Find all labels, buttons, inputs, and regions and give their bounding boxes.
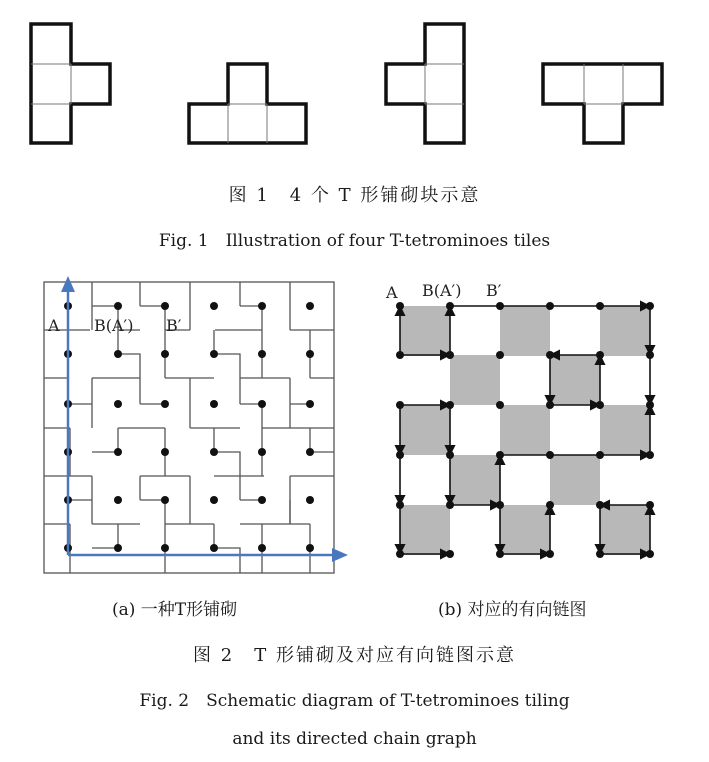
label-a: A bbox=[386, 283, 398, 302]
chain-node bbox=[446, 451, 454, 459]
chain-dot bbox=[161, 302, 169, 310]
y-axis-arrow-icon bbox=[61, 276, 75, 292]
chain-dot bbox=[161, 400, 169, 408]
fig2-caption-en-1: Fig. 2 Schematic diagram of T-tetrominoes tiling bbox=[139, 691, 570, 711]
chain-dot bbox=[258, 448, 266, 456]
chain-node bbox=[496, 501, 504, 509]
chain-dot bbox=[306, 350, 314, 358]
chain-dot bbox=[258, 302, 266, 310]
chain-node bbox=[546, 302, 554, 310]
chain-node bbox=[546, 351, 554, 359]
shaded-square bbox=[450, 455, 500, 505]
shaded-square bbox=[600, 306, 650, 356]
fig2b-chain-graph bbox=[380, 268, 680, 588]
chain-dot bbox=[306, 496, 314, 504]
label-b: B(A′) bbox=[94, 316, 134, 335]
chain-dot bbox=[210, 400, 218, 408]
chain-dot bbox=[161, 448, 169, 456]
chain-dot bbox=[210, 544, 218, 552]
shaded-square bbox=[600, 405, 650, 455]
chain-dot bbox=[306, 302, 314, 310]
chain-node bbox=[596, 351, 604, 359]
chain-dot bbox=[114, 400, 122, 408]
chain-dot bbox=[114, 544, 122, 552]
chain-node bbox=[496, 451, 504, 459]
chain-node bbox=[446, 501, 454, 509]
shaded-square bbox=[550, 355, 600, 405]
fig2a-caption: (a) 一种T形铺砌 bbox=[112, 600, 238, 620]
chain-node bbox=[596, 501, 604, 509]
chain-node bbox=[396, 351, 404, 359]
fig2b-caption: (b) 对应的有向链图 bbox=[438, 600, 587, 620]
chain-node bbox=[396, 550, 404, 558]
label-b: B(A′) bbox=[422, 281, 462, 300]
shaded-square bbox=[450, 355, 500, 405]
chain-node bbox=[596, 550, 604, 558]
chain-node bbox=[396, 501, 404, 509]
fig2-caption-cn: 图 2 T 形铺砌及对应有向链图示意 bbox=[193, 645, 516, 666]
chain-node bbox=[646, 351, 654, 359]
chain-dot bbox=[161, 496, 169, 504]
fig1-caption-en: Fig. 1 Illustration of four T-tetrominoes tiles bbox=[158, 231, 551, 251]
chain-node bbox=[646, 451, 654, 459]
chain-dot bbox=[306, 544, 314, 552]
shaded-squares bbox=[400, 306, 650, 555]
chain-node bbox=[646, 501, 654, 509]
chain-dot bbox=[161, 350, 169, 358]
chain-node bbox=[396, 451, 404, 459]
chain-dot bbox=[114, 496, 122, 504]
chain-node bbox=[646, 302, 654, 310]
chain-dot bbox=[114, 350, 122, 358]
chain-node bbox=[446, 401, 454, 409]
label-bp: B′ bbox=[486, 281, 502, 300]
t-tile-4 bbox=[543, 64, 662, 143]
chain-node bbox=[446, 302, 454, 310]
chain-node bbox=[546, 550, 554, 558]
chain-dot bbox=[210, 350, 218, 358]
fig1-caption-cn: 图 1 4 个 T 形铺砌块示意 bbox=[228, 185, 481, 206]
shaded-square bbox=[500, 505, 550, 555]
chain-dot bbox=[210, 496, 218, 504]
chain-dot bbox=[306, 448, 314, 456]
shaded-square bbox=[400, 505, 450, 555]
t-tile-3 bbox=[386, 24, 464, 143]
chain-node bbox=[446, 351, 454, 359]
chain-dot bbox=[210, 448, 218, 456]
chain-dot bbox=[258, 496, 266, 504]
chain-dot bbox=[258, 400, 266, 408]
x-axis-arrow-icon bbox=[332, 548, 348, 562]
chain-node bbox=[496, 351, 504, 359]
shaded-square bbox=[550, 455, 600, 505]
chain-node bbox=[496, 550, 504, 558]
chain-node bbox=[596, 401, 604, 409]
chain-dot bbox=[114, 448, 122, 456]
tiling-outline bbox=[44, 282, 334, 573]
chain-dots bbox=[64, 302, 314, 552]
chain-node bbox=[496, 401, 504, 409]
chain-dot bbox=[114, 302, 122, 310]
shaded-square bbox=[500, 405, 550, 455]
chain-dot bbox=[258, 544, 266, 552]
chain-node bbox=[546, 451, 554, 459]
chain-node bbox=[596, 451, 604, 459]
chain-node bbox=[596, 302, 604, 310]
chain-node bbox=[646, 550, 654, 558]
shaded-square bbox=[400, 306, 450, 356]
label-a: A bbox=[48, 316, 60, 335]
chain-node bbox=[546, 501, 554, 509]
chain-dot bbox=[258, 350, 266, 358]
chain-dot bbox=[306, 400, 314, 408]
fig1-tiles bbox=[0, 0, 709, 160]
chain-node bbox=[396, 302, 404, 310]
chain-node bbox=[646, 401, 654, 409]
shaded-square bbox=[500, 306, 550, 356]
chain-node bbox=[496, 302, 504, 310]
shaded-square bbox=[600, 505, 650, 555]
chain-node bbox=[396, 401, 404, 409]
fig2a-tiling bbox=[0, 268, 360, 588]
shaded-square bbox=[400, 405, 450, 455]
chain-dot bbox=[210, 302, 218, 310]
chain-dot bbox=[161, 544, 169, 552]
t-tile-2 bbox=[189, 64, 306, 143]
label-bp: B′ bbox=[166, 316, 182, 335]
chain-node bbox=[446, 550, 454, 558]
chain-node bbox=[546, 401, 554, 409]
fig2-caption-en-2: and its directed chain graph bbox=[232, 729, 477, 749]
t-tile-1 bbox=[31, 24, 110, 143]
